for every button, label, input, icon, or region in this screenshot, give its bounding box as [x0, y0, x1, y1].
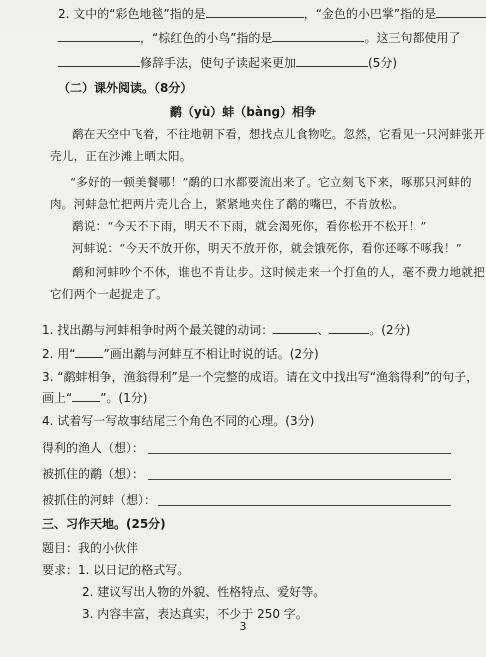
requirement-2: 2. 建议写出人物的外貌、性格特点、爱好等。 [82, 585, 326, 599]
q2-text-b: ，“金色的小巴掌”指的是 [303, 7, 437, 21]
q2-line1 [58, 6, 486, 22]
clam-label: 被抓住的河蚌（想）： [42, 493, 157, 507]
underline-sample [72, 390, 100, 402]
story-p3: 鹬说：“今天不下雨，明天不下雨，就会渴死你，看你松开不松开！” [72, 219, 427, 233]
q2-text-c: ，“棕红色的小鸟”指的是 [140, 31, 273, 45]
answer-blank[interactable] [329, 322, 369, 334]
section-heading-reading: （二）课外阅读。（8分） [58, 81, 193, 95]
story-p5-line2: 它们两个一起捉走了。 [50, 287, 168, 301]
heron-label: 被抓住的鹬（想）： [42, 467, 145, 481]
answer-blank[interactable] [272, 30, 364, 42]
story-p2-line2: 肉。河蚌急忙把两片壳儿合上，紧紧地夹住了鹬的嘴巴，不肯放松。 [50, 197, 404, 211]
writing-topic: 题目：我的小伙伴 [42, 541, 139, 555]
fisherman-answer-line[interactable] [148, 453, 451, 454]
q2-text-e: 修辞手法，使句子读起来更加 [140, 56, 297, 70]
q2-text-a: 2. 文中的“彩色地毯”指的是 [58, 7, 206, 21]
story-p1-line2: 壳儿，正在沙滩上晒太阳。 [50, 149, 192, 163]
fisherman-label: 得利的渔人（想）： [42, 441, 145, 455]
story-p5-line1: 鹬和河蚌吵个不休，谁也不肯让步。这时候走来一个打鱼的人，毫不费力地就把 [72, 265, 485, 279]
answer-blank[interactable] [206, 6, 304, 18]
page-number: 3 [239, 620, 247, 633]
answer-blank[interactable] [58, 55, 140, 67]
question-3-text-c: ”。(1分) [100, 391, 148, 405]
question-2-text-b: ”画出鹬与河蚌互不相让时说的话。(2分) [103, 347, 319, 361]
requirement-3: 3. 内容丰富，表达真实，不少于 250 字。 [82, 607, 308, 621]
question-3-text-b: 画上“ [42, 391, 73, 405]
answer-blank[interactable] [273, 322, 317, 334]
answer-blank[interactable] [296, 55, 368, 67]
requirement-1: 1. 以日记的格式写。 [78, 563, 190, 577]
q2-score: (5分) [368, 56, 398, 70]
section-heading-writing: 三、习作天地。(25分) [42, 517, 166, 531]
story-p1-line1: 鹬在天空中飞着，不往地朝下看，想找点儿食物吃。忽然，它看见一只河蚌张开 [72, 127, 485, 141]
question-1-text: 1. 找出鹬与河蚌相争时两个最关键的动词： [42, 323, 274, 337]
question-4: 4. 试着写一写故事结尾三个角色不同的心理。(3分) [42, 414, 315, 428]
heron-answer-line[interactable] [148, 479, 451, 480]
story-p2-line1: “多好的一顿美餐哪！”鹬的口水都要流出来了。它立刻飞下来，啄那只河蚌的 [70, 175, 472, 189]
q2-line3 [58, 55, 397, 71]
requirements-label: 要求： [42, 563, 79, 577]
story-p4: 河蚌说：“今天不放开你，明天不放开你，就会饿死你，看你还啄不啄我！” [72, 241, 462, 255]
clam-answer-line[interactable] [158, 505, 451, 506]
question-2 [42, 346, 319, 362]
separator: 、 [317, 323, 330, 337]
question-3-line2 [42, 390, 147, 406]
q2-line2 [58, 30, 460, 46]
q2-text-d: 。这三句都使用了 [364, 31, 461, 45]
story-title: 鹬（yù）蚌（bàng）相争 [169, 105, 317, 119]
question-3-line1: 3. “鹬蚌相争，渔翁得利”是一个完整的成语。请在文中找出写“渔翁得利”的句子， [42, 370, 479, 384]
question-2-text-a: 2. 用“ [42, 347, 76, 361]
answer-blank[interactable] [436, 6, 486, 18]
question-1 [42, 322, 410, 338]
underline-sample [75, 346, 103, 358]
question-1-score: 。(2分) [369, 323, 411, 337]
writing-requirements-label [42, 562, 189, 578]
answer-blank[interactable] [58, 30, 140, 42]
